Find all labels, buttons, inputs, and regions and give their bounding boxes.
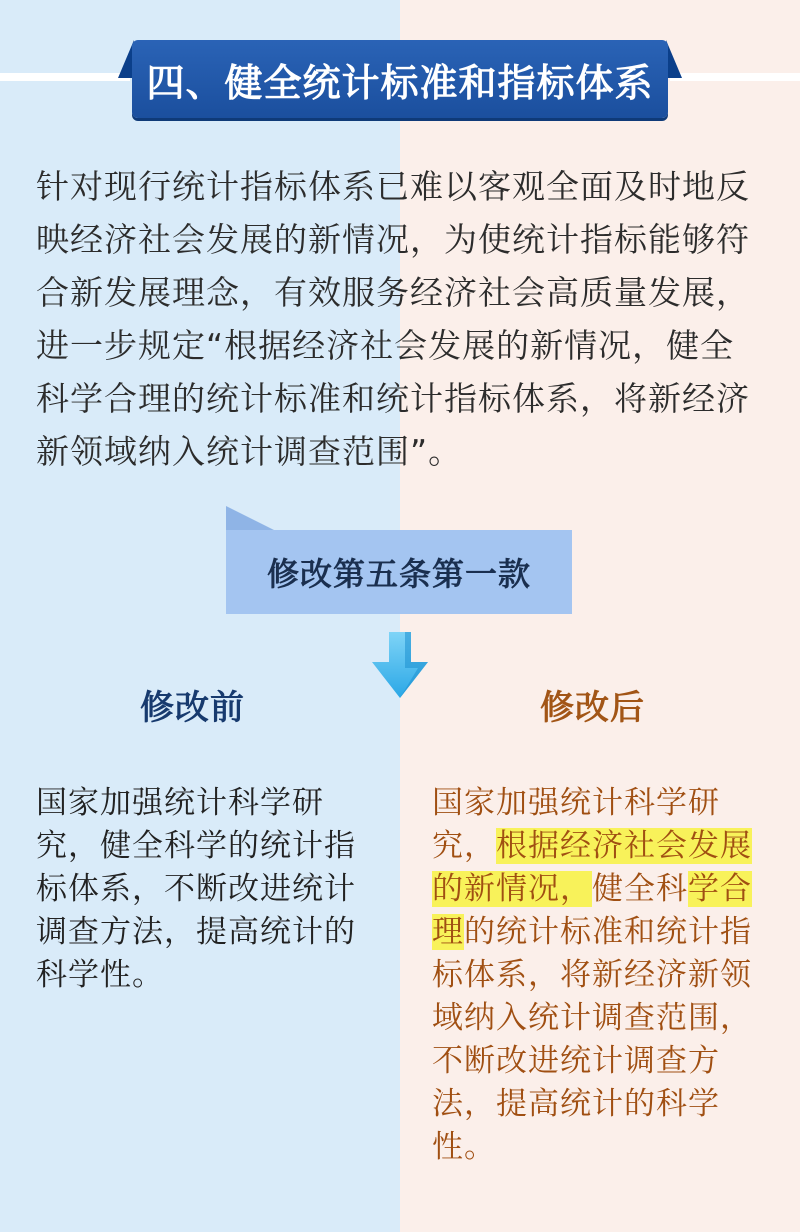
after-text-segment: ，不断改进统计调查方法，提高统计的科学性。 — [432, 1000, 752, 1165]
down-arrow-icon — [372, 632, 428, 698]
section-tag-label: 修改第五条第一款 — [266, 555, 531, 593]
before-text: 国家加强统计科学研究，健全科学的统计指标体系，不断改进统计调查方法，提高统计的科学性。 — [36, 785, 356, 993]
tag-fold — [226, 506, 274, 530]
banner-line-right — [670, 73, 800, 81]
banner-line-left — [0, 73, 130, 81]
page-title: 四、健全统计标准和指标体系 — [146, 60, 654, 105]
before-heading: 修改前 — [140, 688, 245, 728]
after-heading: 修改后 — [540, 688, 645, 728]
after-text-segment: 的统计标准和统计指标体系，将新经济新领域纳入统计调查范围 — [432, 914, 752, 1036]
after-text-highlight: 根据经济社会发展的新情况， — [432, 828, 752, 907]
after-text — [432, 782, 762, 1169]
section-banner — [132, 40, 668, 118]
after-text-highlight: 学合理 — [432, 871, 752, 950]
after-text-segment: 国家加强统计科学研究， — [432, 785, 720, 864]
section-tag — [226, 530, 572, 614]
after-text-segment: 健全科 — [592, 871, 688, 907]
intro-paragraph: 针对现行统计指标体系已难以客观全面及时地反映经济社会发展的新情况，为使统计指标能够符合新发展理念，有效服务经济社会高质量发展，进一步规定“根据经济社会发展的新情况，健全科学合理的统计标准和统计指标体系，将新经济新领域纳入统计调查范围”。 — [36, 167, 750, 471]
ribbon-fold-right — [666, 40, 682, 78]
